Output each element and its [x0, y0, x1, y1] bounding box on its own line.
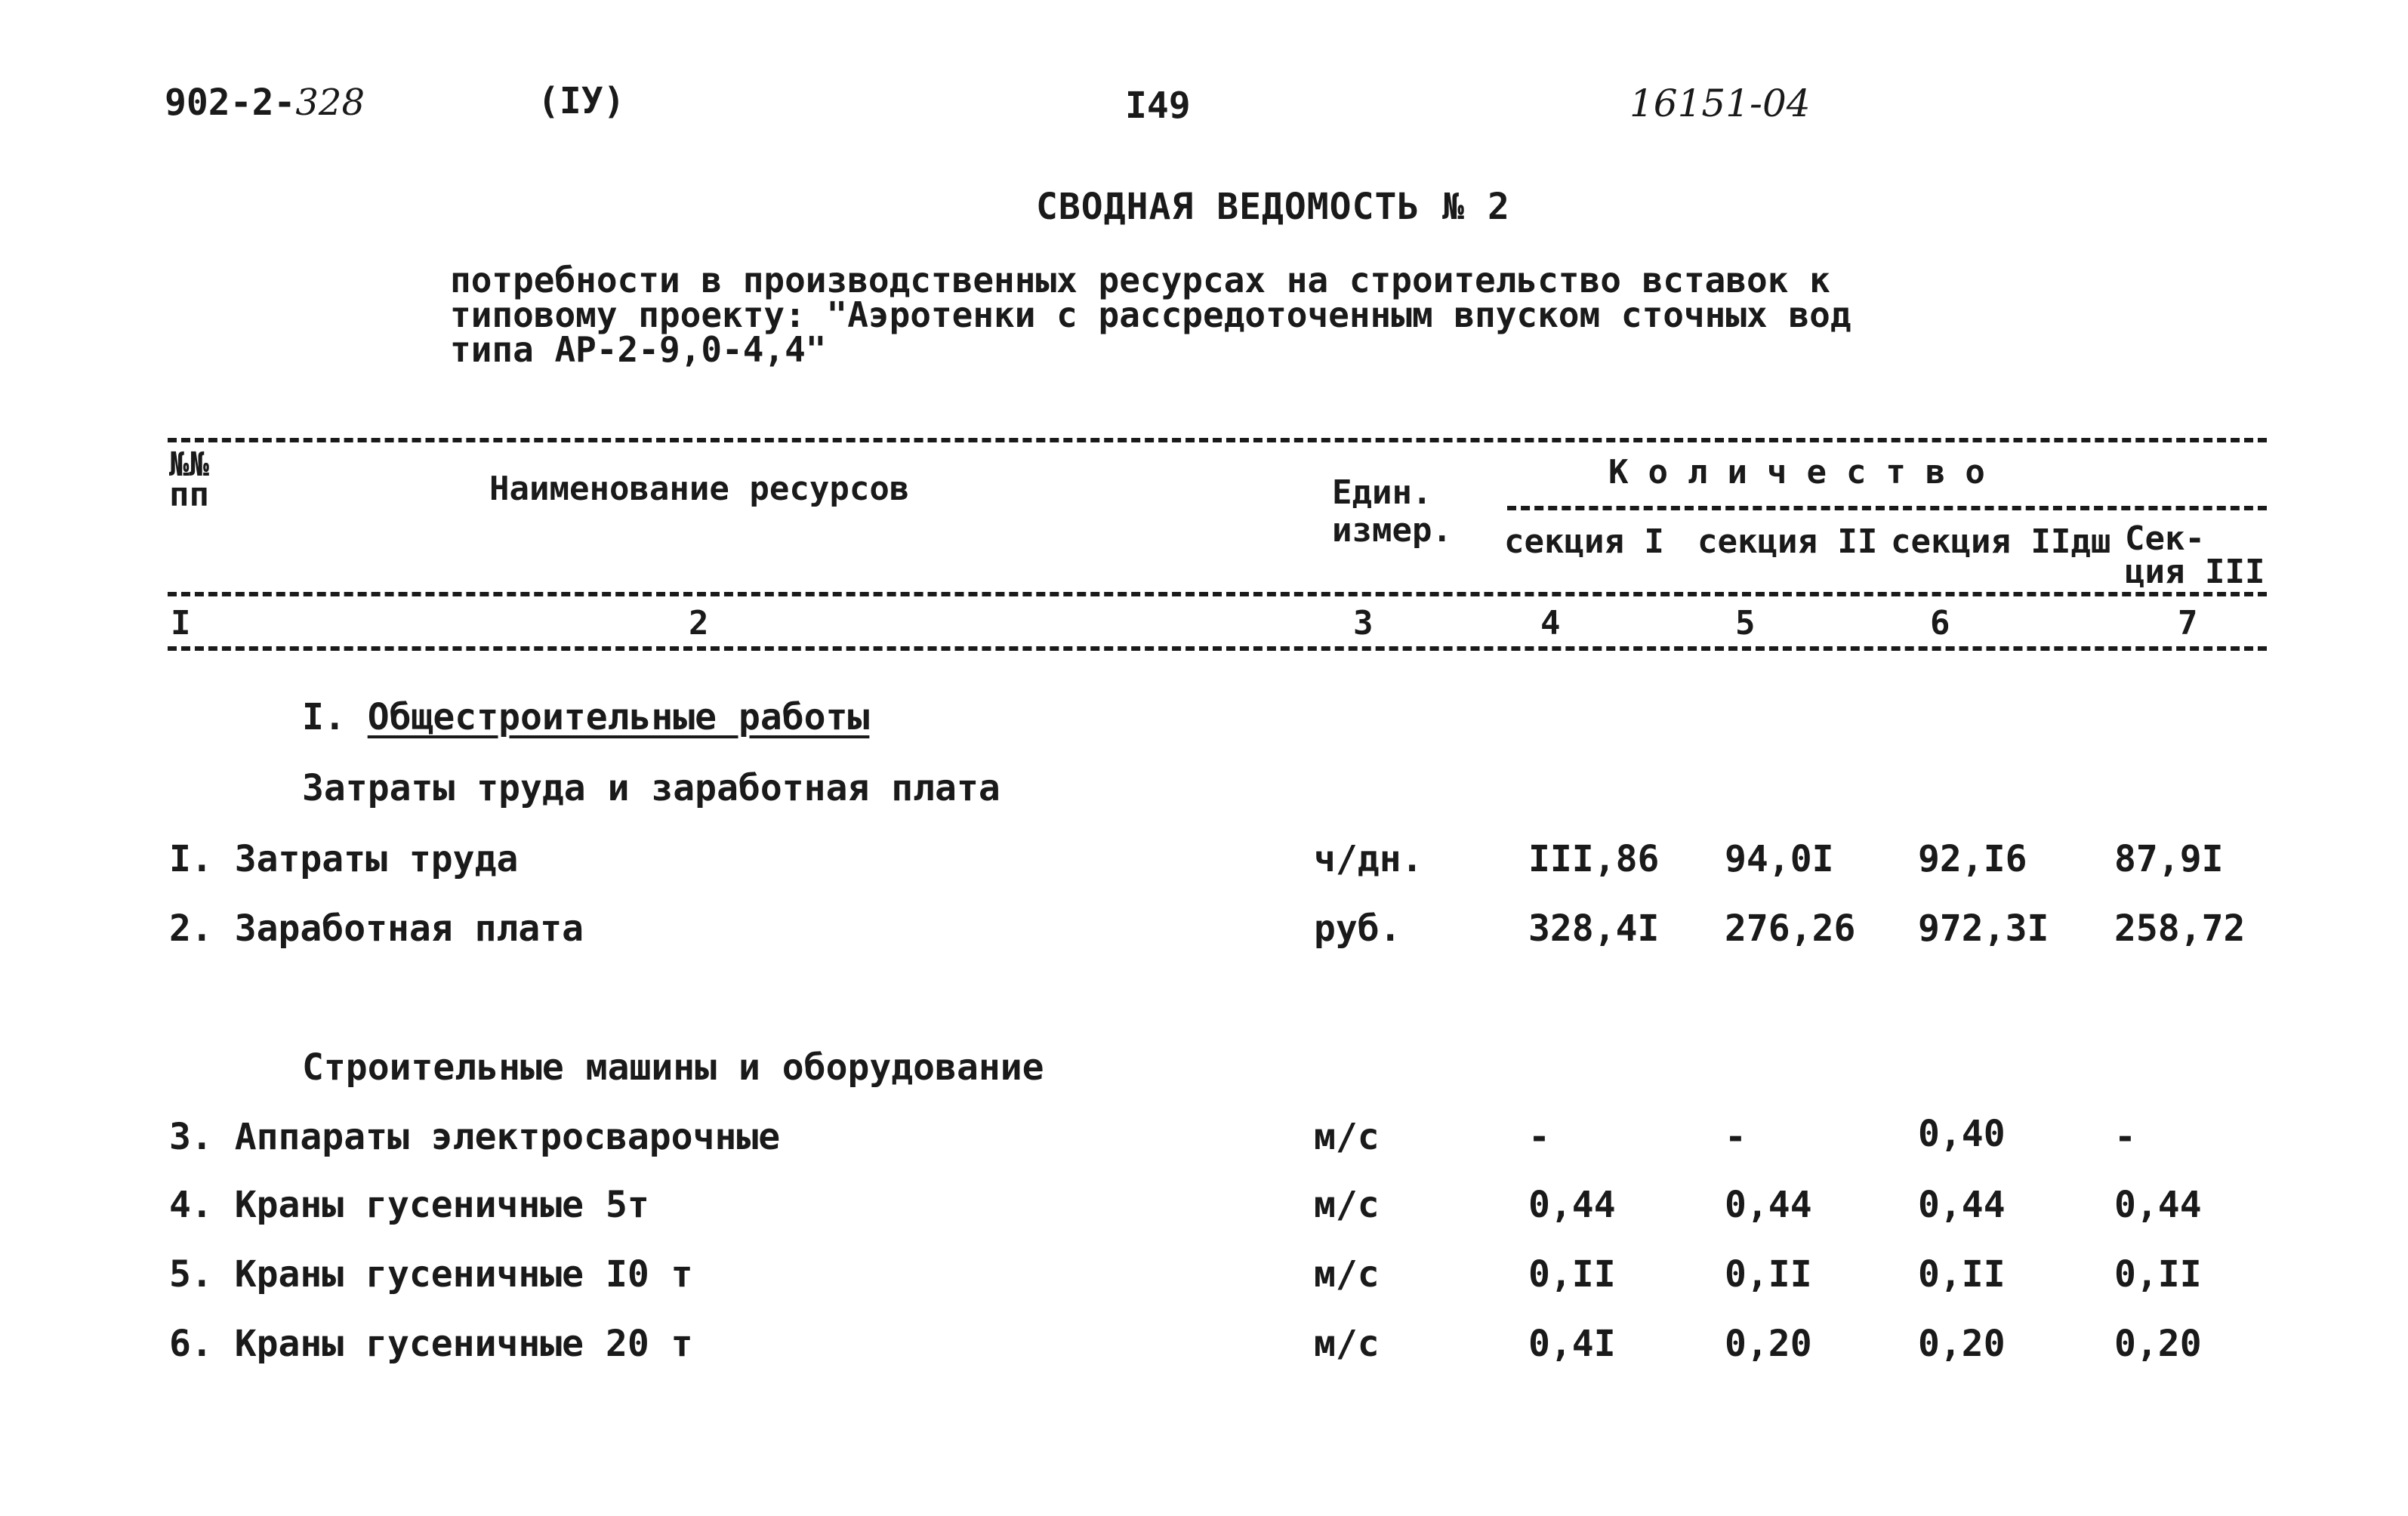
doc-code-prefix: 902-2-	[165, 82, 296, 124]
row-name: 5. Краны гусеничные I0 т	[169, 1253, 693, 1296]
row-unit: м/с	[1314, 1323, 1380, 1365]
row-unit: ч/дн.	[1314, 838, 1423, 880]
section-title: Общестроительные работы	[367, 696, 870, 738]
col-header-section-2: секция II	[1697, 522, 1878, 561]
row-name: 3. Аппараты электросварочные	[169, 1116, 781, 1158]
col-header-section-2dsh: секция IIдш	[1891, 522, 2111, 561]
subtitle-line-2: типовому проекту: "Аэротенки с рассредоточенным впуском сточных вод	[450, 294, 1851, 335]
row-value-section-2dsh: 0,40	[1918, 1113, 2006, 1155]
row-value-section-2: 0,44	[1725, 1184, 1812, 1226]
row-unit: м/с	[1314, 1116, 1380, 1158]
row-value-section-1: -	[1528, 1116, 1550, 1158]
col-header-section-1: секция I	[1504, 522, 1664, 561]
header-bottom-rule	[168, 592, 2267, 596]
row-value-section-2: -	[1725, 1116, 1747, 1158]
col-number-6: 6	[1930, 604, 1950, 642]
row-unit: руб.	[1314, 907, 1401, 950]
page-number: I49	[1125, 85, 1191, 127]
archive-number: 16151-04	[1629, 82, 1811, 125]
row-name: 2. Заработная плата	[169, 907, 584, 950]
row-value-section-3: 0,II	[2114, 1253, 2202, 1296]
subtitle-line-1: потребности в производственных ресурсах на строительство вставок к	[450, 260, 1830, 300]
row-value-section-2: 0,II	[1725, 1253, 1812, 1296]
row-value-section-3: 258,72	[2114, 907, 2246, 950]
col-number-5: 5	[1735, 604, 1756, 642]
col-header-name: Наименование ресурсов	[489, 470, 910, 508]
row-value-section-1: 0,44	[1528, 1184, 1616, 1226]
row-value-section-2dsh: 92,I6	[1918, 838, 2027, 880]
col-number-7: 7	[2178, 604, 2198, 642]
row-value-section-2dsh: 0,44	[1918, 1184, 2006, 1226]
col-number-1: I	[171, 604, 191, 642]
row-value-section-2: 276,26	[1725, 907, 1856, 950]
col-number-4: 4	[1540, 604, 1561, 642]
row-value-section-3: -	[2114, 1116, 2136, 1158]
row-unit: м/с	[1314, 1253, 1380, 1296]
row-name: I. Затраты труда	[169, 838, 519, 880]
row-value-section-2dsh: 0,II	[1918, 1253, 2006, 1296]
row-name: 4. Краны гусеничные 5т	[169, 1184, 649, 1226]
row-value-section-2dsh: 972,3I	[1918, 907, 2049, 950]
row-value-section-1: III,86	[1528, 838, 1660, 880]
doc-code	[165, 82, 365, 124]
col-header-section-3: Сек- ция III	[2125, 519, 2265, 591]
section-heading	[302, 696, 869, 738]
table-top-rule	[168, 438, 2267, 442]
quantity-sub-rule	[1507, 506, 2267, 510]
row-value-section-1: 0,II	[1528, 1253, 1616, 1296]
doc-code-number: 328	[295, 82, 365, 124]
row-value-section-3: 0,20	[2114, 1323, 2202, 1365]
group-heading-machines: Строительные машины и оборудование	[302, 1046, 1044, 1089]
group-heading-labour: Затраты труда и заработная плата	[302, 767, 1001, 809]
row-value-section-1: 0,4I	[1528, 1323, 1616, 1365]
column-numbers-rule	[168, 646, 2267, 651]
section-number: I.	[302, 696, 346, 738]
row-unit: м/с	[1314, 1184, 1380, 1226]
subtitle-line-3: типа АР-2-9,0-4,4"	[450, 329, 827, 370]
col-header-unit: Един. измер.	[1332, 473, 1452, 550]
page-title: СВОДНАЯ ВЕДОМОСТЬ № 2	[1036, 186, 1510, 228]
row-value-section-1: 328,4I	[1528, 907, 1660, 950]
volume-label: (IУ)	[538, 80, 625, 122]
row-value-section-2dsh: 0,20	[1918, 1323, 2006, 1365]
col-header-quantity: Количество	[1608, 453, 2005, 491]
row-value-section-3: 87,9I	[2114, 838, 2224, 880]
row-value-section-2: 0,20	[1725, 1323, 1812, 1365]
col-header-number: №№ пп	[169, 445, 209, 514]
row-value-section-2: 94,0I	[1725, 838, 1834, 880]
col-number-2: 2	[689, 604, 709, 642]
row-value-section-3: 0,44	[2114, 1184, 2202, 1226]
col-number-3: 3	[1353, 604, 1374, 642]
row-name: 6. Краны гусеничные 20 т	[169, 1323, 693, 1365]
